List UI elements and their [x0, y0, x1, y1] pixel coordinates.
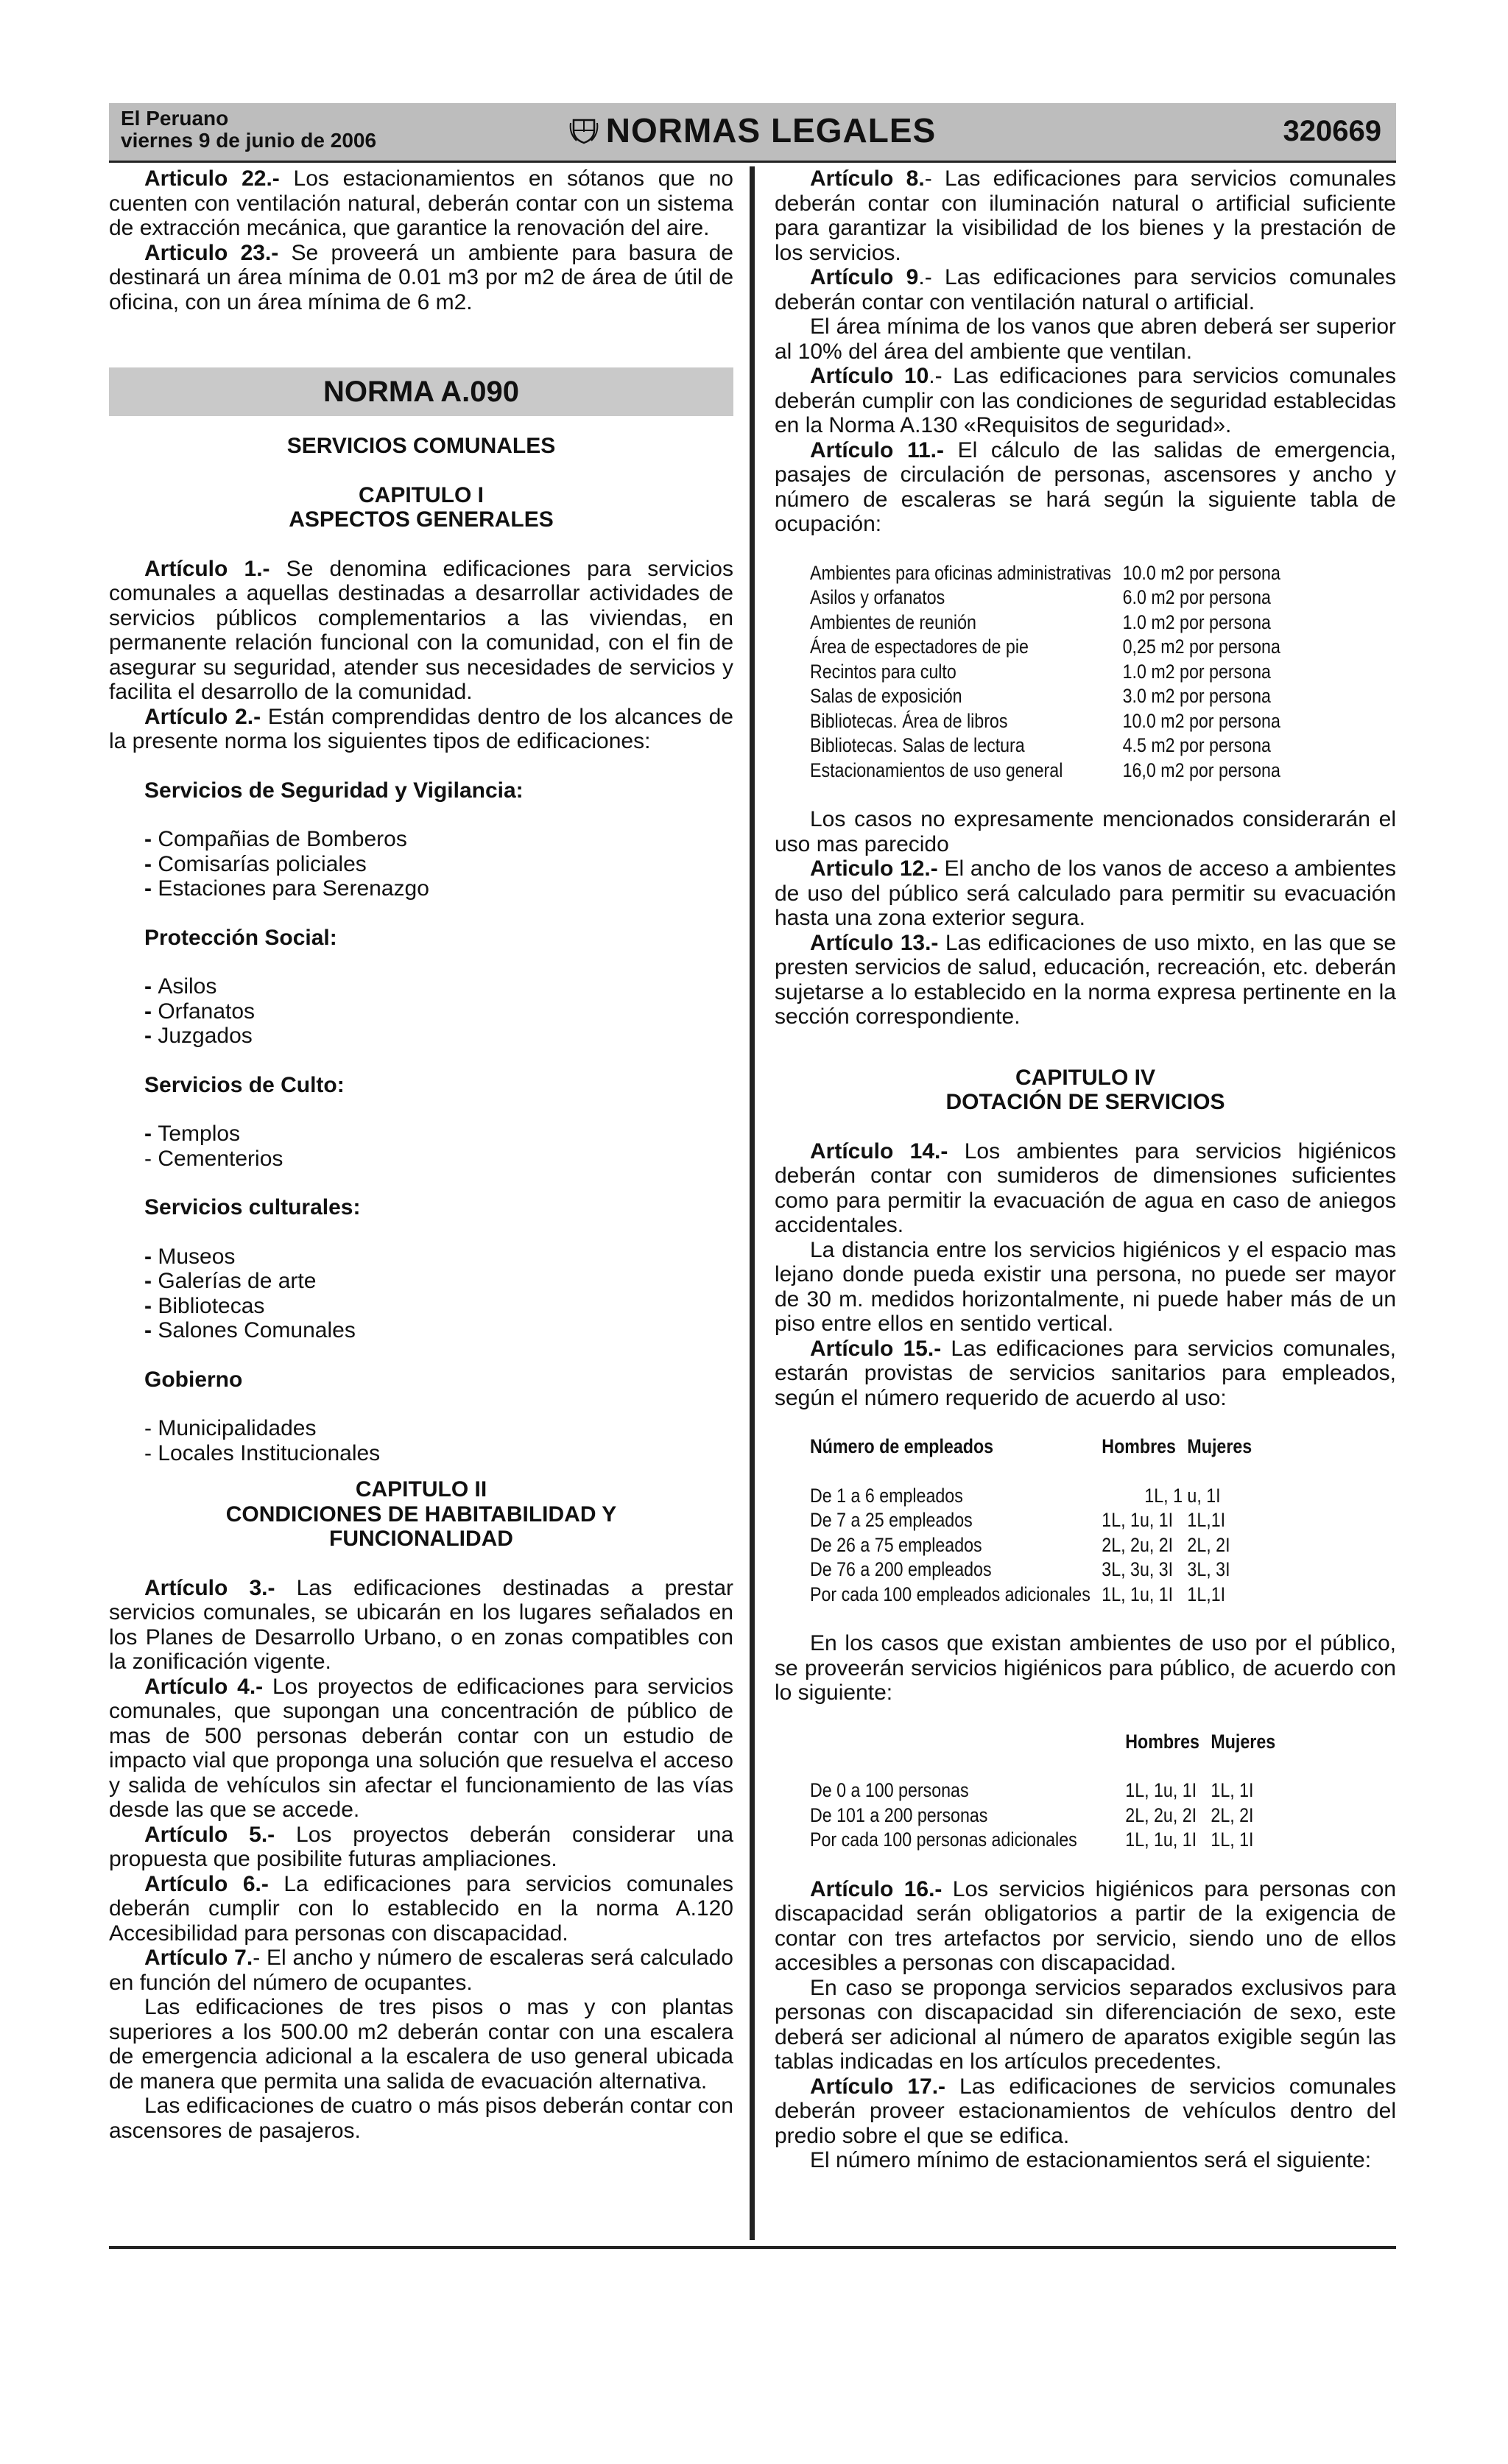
- article-text: La edificaciones para servicios comunales deberán cumplir con lo establecido en la norma A.120 Accesibilidad para personas con discapacidad.: [109, 1871, 733, 1946]
- table-cell: Ambientes de reunión: [810, 610, 976, 633]
- table-cell: Asilos y orfanatos: [810, 586, 945, 608]
- coat-of-arms-icon: [569, 112, 599, 155]
- article-text: Los proyectos de edificaciones para servicios comunales, que supongan una concentración de público de mas de 500 personas deberán contar con un estudio de impacto vial que proponga una solución que resuelva el acceso y salida de vehículos sin afectar el funcionamiento de las vías desde las que se accede.: [109, 1674, 733, 1822]
- public-sanitary-table: [810, 1730, 1287, 1853]
- article-label: Artículo 2.-: [144, 704, 261, 729]
- table-row: [810, 709, 1280, 734]
- article-label: Artículo 11.-: [810, 437, 944, 462]
- table-cell: 1L,1I: [1187, 1509, 1226, 1531]
- paragraph: El área mínima de los vanos que abren deberá ser superior al 10% del área del ambiente que ventilan.: [775, 314, 1396, 364]
- section-heading: Servicios de Seguridad y Vigilancia:: [144, 778, 524, 803]
- table-row: [810, 561, 1280, 586]
- table-cell: 10.0 m2 por persona: [1122, 709, 1280, 732]
- table-cell: 3.0 m2 por persona: [1122, 685, 1271, 707]
- table-cell: De 76 a 200 empleados: [810, 1558, 992, 1580]
- article-text: Los servicios higiénicos para personas con discapacidad serán obligatorios a partir de la exigencia de contar con tres artefactos por servicio, siendo uno de ellos accesibles a personas con discapacidad.: [775, 1876, 1397, 1975]
- table-row: [810, 635, 1280, 660]
- article-label: Articulo 23.-: [144, 240, 279, 265]
- section-heading: Protección Social:: [144, 925, 337, 950]
- table-cell: 1L, 1 u, 1I: [1144, 1484, 1221, 1507]
- table-row: [810, 684, 1280, 709]
- table-cell: Por cada 100 empleados adicionales: [810, 1583, 1091, 1605]
- section-heading: Servicios culturales:: [144, 1195, 361, 1219]
- chapter-1-number: CAPITULO I: [359, 482, 484, 507]
- article-text: Las edificaciones de servicios comunales deberán proveer estacionamientos de vehículos dentro del predio sobre el que se edifica.: [775, 2074, 1396, 2148]
- chapter-2-number: CAPITULO II: [355, 1477, 487, 1502]
- table-header: Mujeres: [1187, 1435, 1252, 1457]
- article-text: - El ancho y número de escaleras será calculado en función del número de ocupantes.: [109, 1946, 733, 1995]
- paragraph: Los casos no expresamente mencionados considerarán el uso mas parecido: [775, 807, 1396, 856]
- list-item: - Comisarías policiales: [144, 851, 367, 876]
- list-item: - Templos: [144, 1122, 241, 1146]
- footer-rule: [109, 2246, 1396, 2249]
- paragraph: Las edificaciones de cuatro o más pisos deberán contar con ascensores de pasajeros.: [109, 2094, 733, 2143]
- article-17: [775, 2074, 1396, 2149]
- spacer-row: [810, 1460, 1264, 1484]
- table-cell: De 7 a 25 empleados: [810, 1509, 973, 1531]
- article-3: [109, 1576, 733, 1675]
- table-cell: 1L, 1u, 1I: [1102, 1583, 1174, 1605]
- list-item-text: Estaciones para Serenazgo: [158, 876, 429, 901]
- table-cell: Salas de exposición: [810, 685, 962, 707]
- table-cell: Estacionamientos de uso general: [810, 758, 1063, 781]
- article-label: Artículo 17.-: [810, 2074, 946, 2099]
- article-text: Se proveerá un ambiente para basura de destinará un área mínima de 0.01 m3 por m2 de área de útil de oficina, con un área mínima de 6 m2.: [109, 240, 733, 314]
- article-text: .- Las edificaciones para servicios comunales deberán cumplir con las condiciones de seguridad establecidas en la Norma A.130 «Requisitos de seguridad».: [775, 364, 1396, 437]
- article-14: [775, 1139, 1396, 1238]
- list-item: - Municipalidades: [144, 1416, 317, 1440]
- article-7: [109, 1946, 733, 1995]
- list-item: - Galerías de arte: [144, 1269, 317, 1293]
- occupancy-table: [810, 561, 1280, 784]
- publication-name: El Peruano: [121, 107, 229, 130]
- paragraph: Las edificaciones de tres pisos o mas y con plantas superiores a los 500.00 m2 deberán contar con una escalera de emergencia adicional a la escalera de uso general ubicada de manera que permita una salida de evacuación alternativa.: [109, 1995, 733, 2094]
- table-cell: 6.0 m2 por persona: [1122, 586, 1271, 608]
- page-header: [109, 103, 1396, 161]
- section-heading: Gobierno: [144, 1367, 243, 1392]
- table-cell: 1L, 1u, 1I: [1125, 1828, 1197, 1851]
- list-item-text: Municipalidades: [158, 1416, 317, 1440]
- section-title: NORMAS LEGALES: [605, 111, 937, 149]
- left-column: [109, 166, 733, 2143]
- article-22: [109, 166, 733, 241]
- article-1: [109, 557, 733, 705]
- list-item-text: Bibliotecas: [158, 1293, 265, 1318]
- paragraph: En los casos que existan ambientes de uso por el público, se proveerán servicios higiénicos para público, de acuerdo con lo siguiente:: [775, 1631, 1396, 1705]
- employee-sanitary-table: [810, 1435, 1264, 1607]
- article-6: [109, 1872, 733, 1946]
- page-number: 320669: [1283, 115, 1381, 147]
- list-item: - Juzgados: [144, 1024, 253, 1048]
- list-item: - Asilos: [144, 974, 217, 999]
- table-cell: Por cada 100 personas adicionales: [810, 1828, 1077, 1851]
- table-row: [810, 1583, 1264, 1608]
- article-text: El cálculo de las salidas de emergencia, pasajes de circulación de personas, ascensores y ancho y número de escaleras se hará según la siguiente tabla de ocupación:: [775, 437, 1396, 536]
- list-item-text: Museos: [158, 1244, 236, 1269]
- article-label: Artículo 16.-: [810, 1876, 942, 1901]
- list-item: - Museos: [144, 1244, 236, 1269]
- table-cell: 1L, 1u, 1I: [1102, 1509, 1174, 1531]
- list-item-text: Cementerios: [158, 1146, 283, 1171]
- table-row: [810, 1484, 1264, 1509]
- article-text: Se denomina edificaciones para servicios comunales a aquellas destinadas a desarrollar actividades de servicios públicos complementarios a las viviendas, en permanente relación funcional con la comunidad, con el fin de asegurar su seguridad, atender sus necesidades de servicios y facilita el desarrollo de la comunidad.: [109, 556, 733, 704]
- table-header-row: [810, 1730, 1287, 1755]
- list-item: - Bibliotecas: [144, 1293, 265, 1318]
- table-row: [810, 758, 1280, 784]
- table-cell: 2L, 2u, 2I: [1125, 1803, 1197, 1826]
- table-row: [810, 1533, 1264, 1558]
- table-cell: 1L, 1u, 1I: [1125, 1779, 1197, 1801]
- article-label: Artículo 10: [810, 364, 929, 388]
- table-cell: 1.0 m2 por persona: [1122, 610, 1271, 633]
- list-item: - Salones Comunales: [144, 1318, 356, 1342]
- table-cell: 1.0 m2 por persona: [1122, 660, 1271, 683]
- table-row: [810, 1557, 1264, 1583]
- paragraph: En caso se proponga servicios separados exclusivos para personas con discapacidad sin diferenciación de sexo, este deberá ser adicional al número de aparatos exigible según las tablas indicadas en los artículos precedentes.: [775, 1975, 1396, 2074]
- article-label: Artículo 13.-: [810, 930, 939, 955]
- article-15: [775, 1337, 1396, 1411]
- table-cell: 2L, 2I: [1211, 1803, 1254, 1826]
- article-2: [109, 705, 733, 754]
- article-label: Artículo 5.-: [144, 1822, 275, 1847]
- table-cell: De 26 a 75 empleados: [810, 1533, 982, 1556]
- article-label: Artículo 8.: [810, 166, 925, 191]
- list-item-text: Compañias de Bomberos: [158, 827, 407, 851]
- list-item: - Cementerios: [144, 1146, 283, 1171]
- column-divider: [750, 166, 755, 2240]
- list-item: - Locales Institucionales: [144, 1440, 381, 1465]
- table-cell: 10.0 m2 por persona: [1122, 561, 1280, 584]
- article-12: [775, 856, 1396, 931]
- table-row: [810, 610, 1280, 636]
- table-cell: 1L,1I: [1187, 1583, 1226, 1605]
- table-header: Hombres: [1125, 1730, 1199, 1753]
- table-cell: 3L, 3u, 3I: [1102, 1558, 1174, 1580]
- article-label: Artículo 9: [810, 265, 919, 289]
- list-item-text: Salones Comunales: [158, 1318, 356, 1342]
- paragraph: El número mínimo de estacionamientos será el siguiente:: [810, 2148, 1372, 2172]
- list-item-text: Locales Institucionales: [158, 1440, 381, 1465]
- publication-date: viernes 9 de junio de 2006: [121, 129, 377, 152]
- table-cell: 1L, 1I: [1211, 1779, 1254, 1801]
- article-23: [109, 241, 733, 315]
- list-item: - Estaciones para Serenazgo: [144, 876, 429, 901]
- table-cell: 4.5 m2 por persona: [1122, 734, 1271, 756]
- article-text: .- Las edificaciones para servicios comunales deberán contar con ventilación natural o artificial.: [775, 265, 1396, 314]
- article-label: Artículo 1.-: [144, 556, 270, 581]
- table-cell: De 0 a 100 personas: [810, 1779, 969, 1801]
- table-row: [810, 733, 1280, 758]
- article-text: Las edificaciones de uso mixto, en las que se presten servicios de salud, educación, recreación, etc. deberán sujetarse a lo establecido en la norma expresa pertinente en la sección correspondiente.: [775, 930, 1396, 1029]
- list-item-text: Galerías de arte: [158, 1269, 317, 1293]
- section-title-block: [109, 109, 1396, 155]
- article-label: Articulo 22.-: [144, 166, 280, 191]
- article-text: Están comprendidas dentro de los alcances de la presente norma los siguientes tipos de edificaciones:: [109, 704, 733, 753]
- article-label: Artículo 7.: [144, 1946, 253, 1970]
- paragraph: La distancia entre los servicios higiénicos y el espacio mas lejano donde pueda existir una persona, no puede ser mayor de 30 m. medidos horizontalmente, ni puede haber más de un piso entre ellos en sentido vertical.: [775, 1237, 1396, 1336]
- right-column: [775, 166, 1396, 2173]
- article-13: [775, 931, 1396, 1029]
- chapter-2-title: CONDICIONES DE HABITABILIDAD Y: [225, 1502, 617, 1527]
- article-11: [775, 438, 1396, 537]
- table-cell: 3L, 3I: [1187, 1558, 1230, 1580]
- servicios-title: SERVICIOS COMUNALES: [286, 434, 556, 458]
- table-cell: 2L, 2I: [1187, 1533, 1230, 1556]
- table-cell: Recintos para culto: [810, 660, 956, 683]
- article-text: Los estacionamientos en sótanos que no cuenten con ventilación natural, deberán contar con un sistema de extracción mecánica, que garantice la renovación del aire.: [109, 166, 733, 240]
- article-text: Las edificaciones destinadas a prestar servicios comunales, se ubicarán en los lugares señalados en los Planes de Desarrollo Urbano, o en zonas compatibles con la zonificación vigente.: [109, 1575, 733, 1674]
- list-item-text: Templos: [158, 1122, 241, 1146]
- table-row: [810, 660, 1280, 685]
- norma-title: NORMA A.090: [109, 367, 733, 416]
- article-text: Las edificaciones para servicios comunales, estarán provistas de servicios sanitarios para empleados, según el número requerido de acuerdo al uso:: [775, 1336, 1396, 1410]
- article-text: Los proyectos deberán considerar una propuesta que posibilite futuras ampliaciones.: [109, 1822, 734, 1871]
- chapter-4-number: CAPITULO IV: [1015, 1065, 1155, 1090]
- list-item-text: Asilos: [158, 974, 217, 999]
- list-item: - Compañias de Bomberos: [144, 827, 407, 851]
- article-text: - Las edificaciones para servicios comunales deberán contar con iluminación natural o artificial suficiente para garantizar la visibilidad de los bienes y la prestación de los servicios.: [775, 166, 1396, 265]
- table-cell: De 1 a 6 empleados: [810, 1484, 963, 1507]
- article-label: Artículo 15.-: [810, 1336, 942, 1361]
- table-cell: 0,25 m2 por persona: [1122, 636, 1280, 658]
- table-row: [810, 1828, 1287, 1853]
- list-item-text: Comisarías policiales: [158, 851, 367, 876]
- article-label: Artículo 4.-: [144, 1674, 264, 1699]
- header-rule: [109, 161, 1396, 163]
- table-row: [810, 585, 1280, 610]
- article-16: [775, 1877, 1396, 1976]
- table-header: [810, 1730, 1125, 1755]
- article-5: [109, 1823, 733, 1872]
- list-item-text: Orfanatos: [158, 999, 256, 1024]
- section-heading: Servicios de Culto:: [144, 1072, 345, 1097]
- article-label: Articulo 12.-: [810, 856, 938, 881]
- article-label: Artículo 6.-: [144, 1871, 269, 1896]
- table-row: [810, 1803, 1287, 1828]
- list-item: - Orfanatos: [144, 999, 256, 1024]
- list-item-text: Juzgados: [158, 1024, 253, 1048]
- table-cell: 2L, 2u, 2I: [1102, 1533, 1174, 1556]
- article-text: Los ambientes para servicios higiénicos deberán contar con sumideros de dimensiones suficientes como para permitir la evacuación de agua en caso de aniegos accidentales.: [775, 1138, 1396, 1237]
- table-header: Mujeres: [1211, 1730, 1276, 1753]
- article-8: [775, 166, 1396, 265]
- table-header-row: [810, 1435, 1264, 1460]
- table-row: [810, 1778, 1287, 1803]
- chapter-4-title: DOTACIÓN DE SERVICIOS: [945, 1090, 1225, 1114]
- table-header: Número de empleados: [810, 1435, 994, 1457]
- article-text: El ancho de los vanos de acceso a ambientes de uso del público será calculado para permitir su evacuación hasta una zona exterior segura.: [775, 856, 1396, 930]
- article-4: [109, 1675, 733, 1823]
- table-row: [810, 1508, 1264, 1533]
- chapter-1-title: ASPECTOS GENERALES: [289, 507, 554, 532]
- table-cell: Ambientes para oficinas administrativas: [810, 561, 1112, 584]
- table-header: Hombres: [1102, 1435, 1176, 1457]
- chapter-2-title-cont: FUNCIONALIDAD: [329, 1527, 513, 1551]
- table-cell: 16,0 m2 por persona: [1122, 758, 1280, 781]
- article-10: [775, 364, 1396, 438]
- article-label: Artículo 14.-: [810, 1138, 948, 1164]
- table-cell: Bibliotecas. Área de libros: [810, 709, 1008, 732]
- spacer-row: [810, 1754, 1287, 1778]
- table-cell: Bibliotecas. Salas de lectura: [810, 734, 1025, 756]
- article-9: [775, 265, 1396, 314]
- table-cell: De 101 a 200 personas: [810, 1803, 988, 1826]
- article-label: Artículo 3.-: [144, 1575, 275, 1600]
- table-cell: 1L, 1I: [1211, 1828, 1254, 1851]
- table-cell: Área de espectadores de pie: [810, 636, 1029, 658]
